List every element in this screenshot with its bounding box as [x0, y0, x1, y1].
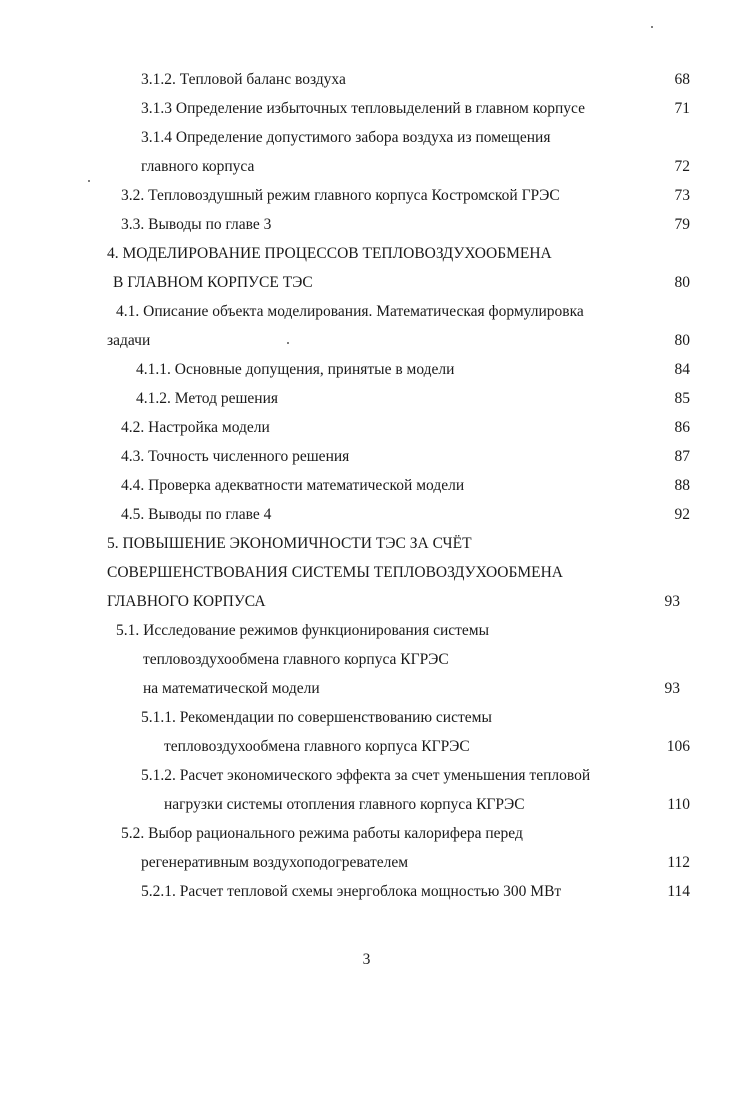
toc-chapter-title: ГЛАВНОГО КОРПУСА	[107, 593, 266, 610]
toc-entry-text: 4.4. Проверка адекватности математической модели	[121, 477, 465, 494]
page-number: 3	[362, 951, 371, 968]
scan-speck	[651, 26, 653, 28]
toc-entry-text: главного корпуса	[141, 158, 255, 175]
toc-entry-text: 4.1.1. Основные допущения, принятые в модели	[136, 361, 455, 378]
toc-entry-text: 4.3. Точность численного решения	[121, 448, 350, 465]
toc-entry-text: регенеративным воздухоподогревателем	[141, 854, 409, 871]
toc-entry-page: 92	[674, 506, 690, 523]
toc-entry-text: 5.1. Исследование режимов функционирования системы	[116, 622, 490, 639]
toc-entry-page: 93	[664, 593, 680, 610]
toc-entry-text: тепловоздухообмена главного корпуса КГРЭС	[164, 738, 470, 755]
toc-entry-page: 86	[674, 419, 690, 436]
toc-entry-page: 106	[666, 738, 690, 755]
toc-entry-page: 68	[674, 71, 690, 88]
toc-entry-page: 73	[674, 187, 690, 204]
toc-entry-page: 87	[674, 448, 690, 465]
toc-entry-page: 110	[667, 796, 690, 813]
toc-entry-page: 85	[674, 390, 690, 407]
toc-entry-page: 93	[664, 680, 680, 697]
toc-entry-page: 112	[667, 854, 690, 871]
toc-entry-text: 4.5. Выводы по главе 4	[121, 506, 272, 523]
toc-entry-text: 5.1.2. Расчет экономического эффекта за счет уменьшения тепловой	[141, 767, 591, 784]
toc-entry-text: 3.1.4 Определение допустимого забора воздуха из помещения	[141, 129, 551, 146]
toc-entry-page: 114	[667, 883, 690, 900]
toc-entry-page: 84	[674, 361, 690, 378]
toc-entry-page: 79	[674, 216, 690, 233]
toc-entry-text: 3.1.2. Тепловой баланс воздуха	[141, 71, 346, 88]
toc-chapter-title: 5. ПОВЫШЕНИЕ ЭКОНОМИЧНОСТИ ТЭС ЗА СЧЁТ	[107, 535, 472, 552]
scan-speck	[287, 342, 289, 344]
toc-entry-text: 5.2.1. Расчет тепловой схемы энергоблока мощностью 300 МВт	[141, 883, 562, 900]
toc-entry-text: 5.2. Выбор рационального режима работы калорифера перед	[121, 825, 523, 842]
toc-chapter-title: 4. МОДЕЛИРОВАНИЕ ПРОЦЕССОВ ТЕПЛОВОЗДУХООБМЕНА	[107, 245, 552, 262]
toc-entry-page: 80	[674, 274, 690, 291]
toc-entry-page: 88	[674, 477, 690, 494]
scan-speck	[88, 180, 90, 182]
toc-entry-text: 4.1.2. Метод решения	[136, 390, 279, 407]
toc-entry-text: задачи	[107, 332, 151, 349]
toc-entry-text: нагрузки системы отопления главного корпуса КГРЭС	[164, 796, 525, 813]
toc-entry-page: 72	[674, 158, 690, 175]
toc-entry-text: 4.1. Описание объекта моделирования. Математическая формулировка	[116, 303, 584, 320]
toc-entry-text: 4.2. Настройка модели	[121, 419, 270, 436]
toc-entry-text: тепловоздухообмена главного корпуса КГРЭС	[143, 651, 449, 668]
toc-entry-text: 5.1.1. Рекомендации по совершенствованию системы	[141, 709, 492, 726]
toc-entry-page: 80	[674, 332, 690, 349]
toc-entry-page: 71	[674, 100, 690, 117]
toc-chapter-title: В ГЛАВНОМ КОРПУСЕ ТЭС	[113, 274, 313, 291]
toc-entry-text: на математической модели	[143, 680, 320, 697]
toc-entry-text: 3.3. Выводы по главе 3	[121, 216, 272, 233]
toc-entry-text: 3.2. Тепловоздушный режим главного корпуса Костромской ГРЭС	[121, 187, 560, 204]
toc-chapter-title: СОВЕРШЕНСТВОВАНИЯ СИСТЕМЫ ТЕПЛОВОЗДУХООБМЕНА	[107, 564, 563, 581]
toc-entry-text: 3.1.3 Определение избыточных тепловыделений в главном корпусе	[141, 100, 585, 117]
